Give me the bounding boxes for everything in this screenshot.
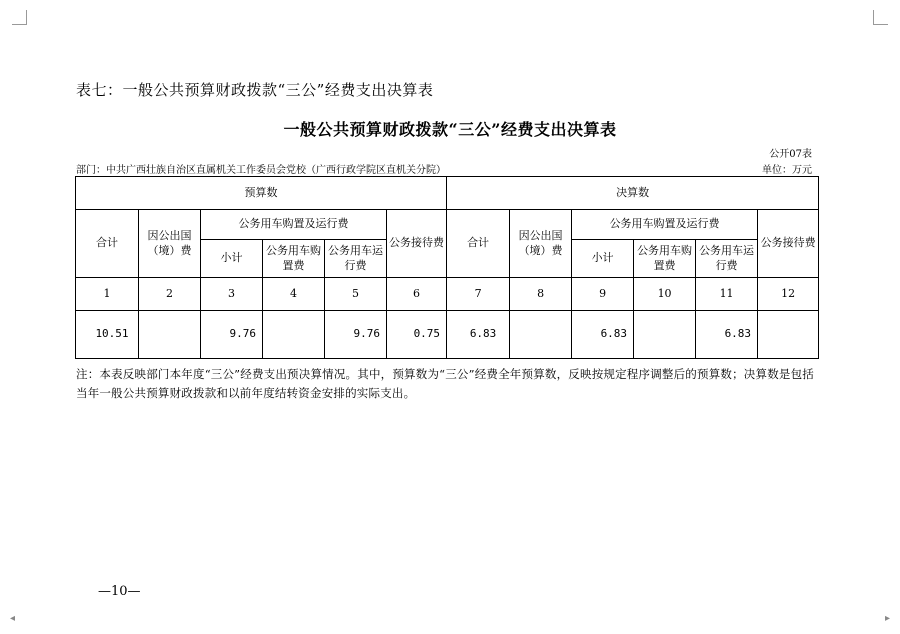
crop-mark-top-left [12, 10, 27, 25]
budget-total-value: 10.51 [76, 311, 139, 359]
col-number: 11 [696, 278, 758, 311]
final-group-header: 决算数 [447, 177, 819, 210]
budget-vehicle-operation-header: 公务用车运行费 [325, 240, 387, 278]
budget-abroad-value [139, 311, 201, 359]
budget-reception-value: 0.75 [387, 311, 447, 359]
table-title: 一般公共预算财政拨款“三公”经费支出决算表 [283, 120, 617, 139]
budget-total-header: 合计 [76, 210, 139, 278]
value-row [76, 311, 819, 359]
department-label: 部门：中共广西壮族自治区直属机关工作委员会党校（广西行政学院区直机关分院） [76, 165, 446, 176]
budget-subtotal-header: 小计 [201, 240, 263, 278]
budget-vehicle-purchase-value [263, 311, 325, 359]
final-vehicle-operation-header: 公务用车运行费 [696, 240, 758, 278]
final-reception-header: 公务接待费 [758, 210, 819, 278]
col-number: 6 [387, 278, 447, 311]
col-number: 12 [758, 278, 819, 311]
footnote: 注：本表反映部门本年度“三公”经费支出预决算情况。其中，预算数为“三公”经费全年预算数，反映按规定程序调整后的预算数；决算数是包括当年一般公共预算财政拨款和以前年度结转资金安排的实际支出。 [76, 367, 815, 400]
budget-vehicle-purchase-header: 公务用车购置费 [263, 240, 325, 278]
crop-mark-top-right [873, 10, 888, 25]
col-number: 1 [76, 278, 139, 311]
col-number: 3 [201, 278, 263, 311]
page-number: —10— [98, 584, 141, 599]
final-vehicle-group-header: 公务用车购置及运行费 [572, 210, 758, 240]
col-number: 10 [634, 278, 696, 311]
section-heading: 表七：一般公共预算财政拨款“三公”经费支出决算表 [76, 81, 434, 99]
three-public-expenses-table [75, 176, 819, 359]
col-number: 8 [510, 278, 572, 311]
budget-vehicle-operation-value: 9.76 [325, 311, 387, 359]
final-total-header: 合计 [447, 210, 510, 278]
col-number: 4 [263, 278, 325, 311]
budget-reception-header: 公务接待费 [387, 210, 447, 278]
final-abroad-header: 因公出国（境）费 [510, 210, 572, 278]
scroll-left-icon[interactable]: ◂ [10, 613, 16, 624]
final-total-value: 6.83 [447, 311, 510, 359]
header-row-1 [76, 210, 819, 240]
group-header-row [76, 177, 819, 210]
final-reception-value [758, 311, 819, 359]
column-number-row [76, 278, 819, 311]
col-number: 9 [572, 278, 634, 311]
scroll-right-icon[interactable]: ▸ [884, 613, 890, 624]
final-abroad-value [510, 311, 572, 359]
budget-subtotal-value: 9.76 [201, 311, 263, 359]
col-number: 7 [447, 278, 510, 311]
budget-vehicle-group-header: 公务用车购置及运行费 [201, 210, 387, 240]
form-code: 公开07表 [769, 149, 812, 160]
final-vehicle-operation-value: 6.83 [696, 311, 758, 359]
final-subtotal-value: 6.83 [572, 311, 634, 359]
unit-label: 单位：万元 [762, 165, 812, 176]
final-vehicle-purchase-header: 公务用车购置费 [634, 240, 696, 278]
budget-group-header: 预算数 [76, 177, 447, 210]
budget-abroad-header: 因公出国（境）费 [139, 210, 201, 278]
final-subtotal-header: 小计 [572, 240, 634, 278]
final-vehicle-purchase-value [634, 311, 696, 359]
col-number: 5 [325, 278, 387, 311]
col-number: 2 [139, 278, 201, 311]
